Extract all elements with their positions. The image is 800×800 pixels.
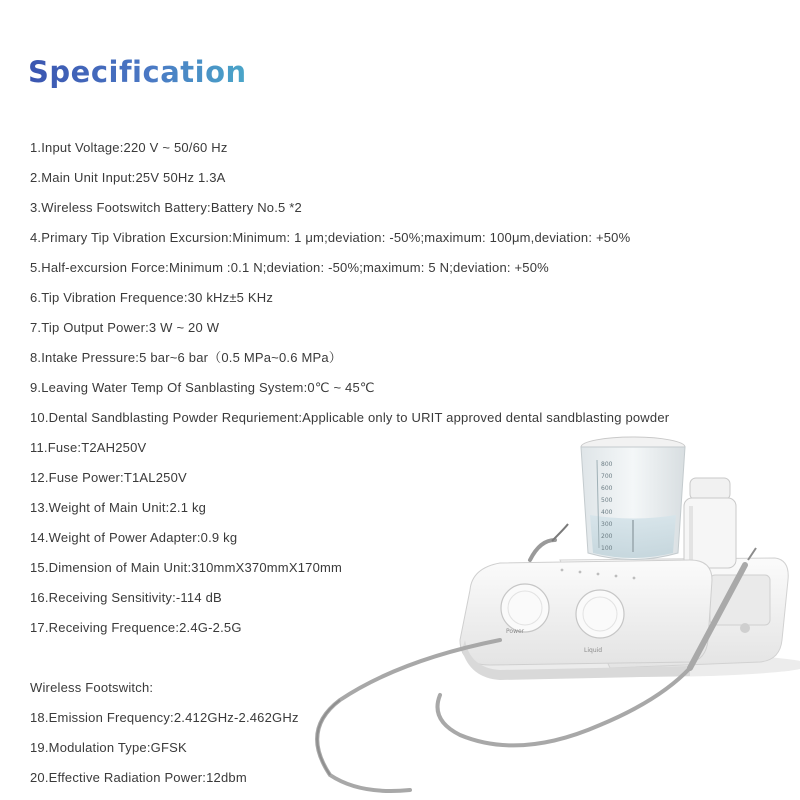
spec-tip-vibration-excursion: 4.Primary Tip Vibration Excursion:Minimum: 1 μm;deviation: -50%;maximum: 100μm,deviation: +50% [30, 230, 631, 245]
spec-tip-output-power: 7.Tip Output Power:3 W ~ 20 W [30, 320, 220, 335]
spec-receiving-frequence: 17.Receiving Frequence:2.4G-2.5G [30, 620, 242, 635]
spec-input-voltage: 1.Input Voltage:220 V ~ 50/60 Hz [30, 140, 228, 155]
spec-main-unit-input: 2.Main Unit Input:25V 50Hz 1.3A [30, 170, 226, 185]
page-title: Specification [28, 52, 247, 92]
water-cup [581, 437, 685, 560]
wireless-footswitch-heading: Wireless Footswitch: [30, 680, 154, 695]
spec-water-temp: 9.Leaving Water Temp Of Sanblasting System:0℃ ~ 45℃ [30, 380, 375, 395]
power-knob-label: Power [506, 628, 525, 635]
spec-modulation-type: 19.Modulation Type:GFSK [30, 740, 187, 755]
cup-scale-label: 400 [601, 509, 613, 516]
spec-receiving-sensitivity: 16.Receiving Sensitivity:-114 dB [30, 590, 222, 605]
spec-sandblasting-powder: 10.Dental Sandblasting Powder Requriement:Applicable only to URIT approved dental sandblasting powder [30, 410, 670, 425]
cup-scale-label: 700 [601, 473, 613, 480]
spec-half-excursion-force: 5.Half-excursion Force:Minimum :0.1 N;deviation: -50%;maximum: 5 N;deviation: +50% [30, 260, 549, 275]
cup-scale-label: 800 [601, 461, 613, 468]
spec-weight-main-unit: 13.Weight of Main Unit:2.1 kg [30, 500, 207, 515]
cup-scale-label: 500 [601, 497, 613, 504]
scaler-handpiece [530, 524, 568, 560]
spec-radiation-power: 20.Effective Radiation Power:12dbm [30, 770, 247, 785]
spec-tip-vibration-frequence: 6.Tip Vibration Frequence:30 kHz±5 KHz [30, 290, 274, 305]
spec-weight-power-adapter: 14.Weight of Power Adapter:0.9 kg [30, 530, 238, 545]
cup-scale-label: 300 [601, 521, 613, 528]
cup-scale-label: 100 [601, 545, 613, 552]
dental-unit-image [300, 430, 800, 800]
spec-footswitch-battery: 3.Wireless Footswitch Battery:Battery No.5 *2 [30, 200, 302, 215]
spec-fuse: 11.Fuse:T2AH250V [30, 440, 147, 455]
cup-scale-label: 200 [601, 533, 613, 540]
spec-fuse-power: 12.Fuse Power:T1AL250V [30, 470, 187, 485]
cable-highlight [317, 700, 340, 775]
spec-emission-frequency: 18.Emission Frequency:2.412GHz-2.462GHz [30, 710, 299, 725]
spec-dimension: 15.Dimension of Main Unit:310mmX370mmX170mm [30, 560, 343, 575]
liquid-knob-label: Liquid [584, 647, 603, 654]
connector-port [740, 623, 750, 633]
cup-scale-label: 600 [601, 485, 613, 492]
powder-bottle [684, 478, 736, 568]
spec-intake-pressure: 8.Intake Pressure:5 bar~6 bar（0.5 MPa~0.6 MPa） [30, 350, 342, 365]
